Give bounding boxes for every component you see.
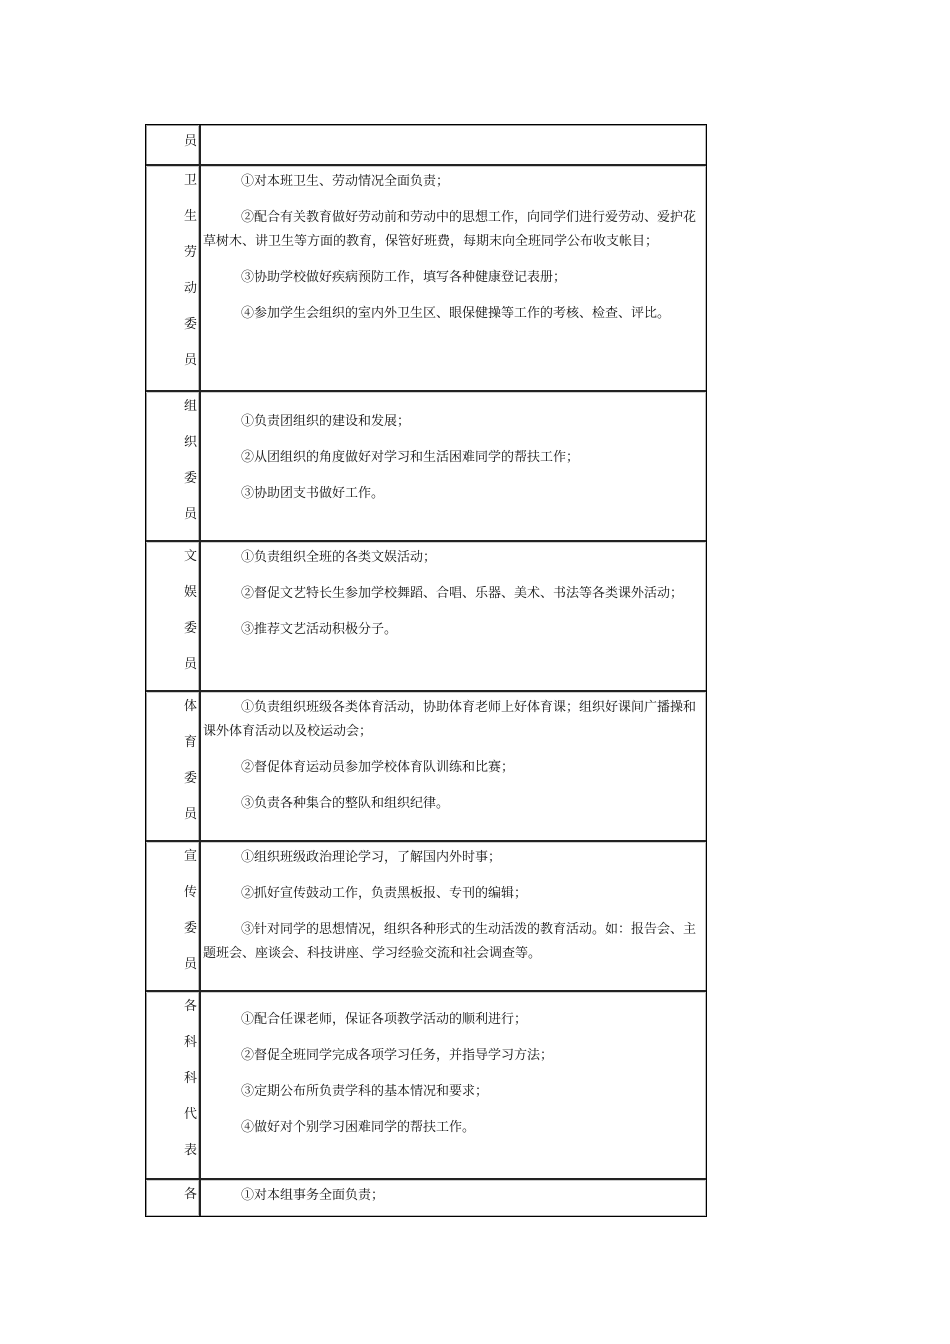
role-label-cell xyxy=(146,692,201,840)
table-row xyxy=(146,164,706,390)
role-label-cell xyxy=(146,842,201,990)
role-label-cell xyxy=(146,1180,201,1216)
role-label-char: 娱 xyxy=(183,585,197,600)
role-label-char: 员 xyxy=(183,657,197,672)
role-label-char: 员 xyxy=(183,807,197,822)
duty-item: ②配合有关教育做好劳动前和劳动中的思想工作，向同学们进行爱劳动、爱护花草树木、讲卫生等方面的教育，保管好班费，每期末向全班同学公布收支帐目； xyxy=(203,210,697,249)
role-label-cell xyxy=(146,542,201,690)
role-label-char: 员 xyxy=(183,353,197,368)
table-row xyxy=(146,1178,706,1216)
role-label-char: 宣 xyxy=(183,849,197,864)
duty-item: ①负责组织班级各类体育活动，协助体育老师上好体育课；组织好课间广播操和课外体育活动以及校运动会； xyxy=(203,700,697,739)
table-row xyxy=(146,125,706,164)
role-label-char: 委 xyxy=(183,771,197,786)
role-label-char: 代 xyxy=(183,1107,197,1122)
role-label-char: 员 xyxy=(183,134,197,149)
role-label-char: 委 xyxy=(183,621,197,636)
duty-item: ①组织班级政治理论学习，了解国内外时事； xyxy=(241,850,502,865)
duty-item: ③针对同学的思想情况，组织各种形式的生动活泼的教育活动。如：报告会、主题班会、座谈会、科技讲座、学习经验交流和社会调查等。 xyxy=(203,922,697,961)
duty-item: ①负责组织全班的各类文娱活动； xyxy=(241,550,437,565)
role-label-char: 生 xyxy=(183,209,197,224)
duty-item: ③推荐文艺活动积极分子。 xyxy=(241,622,398,637)
duty-item: ①配合任课老师，保证各项教学活动的顺利进行； xyxy=(241,1012,528,1027)
role-label-cell xyxy=(146,392,201,540)
role-label-char: 科 xyxy=(183,1071,197,1086)
duty-item: ③负责各种集合的整队和组织纪律。 xyxy=(241,796,450,811)
role-label-char: 文 xyxy=(183,549,197,564)
role-label-char: 表 xyxy=(183,1143,197,1158)
duties-cell xyxy=(201,1180,706,1216)
duty-item: ③定期公布所负责学科的基本情况和要求； xyxy=(241,1084,489,1099)
role-label-char: 委 xyxy=(183,317,197,332)
duties-cell xyxy=(201,692,706,840)
duties-table xyxy=(145,124,707,1217)
table-row xyxy=(146,990,706,1178)
duty-item: ②督促文艺特长生参加学校舞蹈、合唱、乐器、美术、书法等各类课外活动； xyxy=(241,586,684,601)
duty-item: ①负责团组织的建设和发展； xyxy=(241,414,411,429)
role-label-cell xyxy=(146,166,201,390)
duties-cell xyxy=(201,125,706,164)
duties-cell xyxy=(201,992,706,1178)
duty-item: ②从团组织的角度做好对学习和生活困难同学的帮扶工作； xyxy=(241,450,580,465)
role-label-char: 劳 xyxy=(183,245,197,260)
role-label-char: 员 xyxy=(183,957,197,972)
role-label-char: 织 xyxy=(183,435,197,450)
duty-item: ③协助学校做好疾病预防工作，填写各种健康登记表册； xyxy=(241,270,567,285)
duty-item: ②督促体育运动员参加学校体育队训练和比赛； xyxy=(241,760,515,775)
duties-cell xyxy=(201,842,706,990)
table-row xyxy=(146,690,706,840)
role-label-char: 各 xyxy=(183,999,197,1014)
duties-cell xyxy=(201,392,706,540)
table-row xyxy=(146,840,706,990)
role-label-char: 委 xyxy=(183,471,197,486)
duty-item: ③协助团支书做好工作。 xyxy=(241,486,385,501)
role-label-char: 员 xyxy=(183,507,197,522)
role-label-cell xyxy=(146,125,201,164)
duty-item: ①对本班卫生、劳动情况全面负责； xyxy=(241,174,450,189)
duty-item: ②督促全班同学完成各项学习任务，并指导学习方法； xyxy=(241,1048,554,1063)
role-label-char: 组 xyxy=(183,399,197,414)
role-label-char: 各 xyxy=(183,1187,197,1202)
role-label-cell xyxy=(146,992,201,1178)
role-label-char: 育 xyxy=(183,735,197,750)
role-label-char: 体 xyxy=(183,699,197,714)
role-label-char: 卫 xyxy=(183,173,197,188)
duty-item: ④做好对个别学习困难同学的帮扶工作。 xyxy=(241,1120,476,1135)
duty-item: ④参加学生会组织的室内外卫生区、眼保健操等工作的考核、检查、评比。 xyxy=(241,306,671,321)
table-row xyxy=(146,390,706,540)
duty-item: ①对本组事务全面负责； xyxy=(241,1188,385,1203)
duties-cell xyxy=(201,542,706,690)
role-label-char: 委 xyxy=(183,921,197,936)
role-label-char: 科 xyxy=(183,1035,197,1050)
role-label-char: 动 xyxy=(183,281,197,296)
table-row xyxy=(146,540,706,690)
duties-cell xyxy=(201,166,706,390)
duty-item: ②抓好宣传鼓动工作，负责黑板报、专刊的编辑； xyxy=(241,886,528,901)
role-label-char: 传 xyxy=(183,885,197,900)
